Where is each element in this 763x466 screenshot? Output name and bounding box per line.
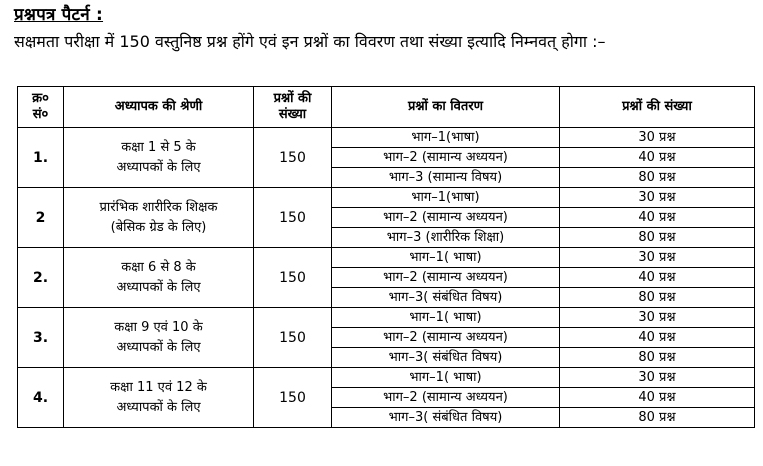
part-count: 80 प्रश्न	[560, 168, 755, 188]
serial-number: 3.	[18, 308, 64, 368]
part-count: 40 प्रश्न	[560, 148, 755, 168]
exam-pattern-table	[17, 86, 755, 428]
intro-paragraph: सक्षमता परीक्षा में 150 वस्तुनिष्ठ प्रश्न होंगे एवं इन प्रश्नों का विवरण तथा संख्या इत्यादि निम्नवत् होगा :–	[14, 32, 606, 51]
part-label: भाग–2 (सामान्य अध्ययन)	[332, 388, 560, 408]
part-count: 80 प्रश्न	[560, 408, 755, 428]
serial-number: 2.	[18, 248, 64, 308]
part-count: 40 प्रश्न	[560, 268, 755, 288]
part-label: भाग–2 (सामान्य अध्ययन)	[332, 268, 560, 288]
teacher-category: कक्षा 11 एवं 12 के अध्यापकों के लिए	[64, 368, 254, 428]
part-label: भाग–1( भाषा)	[332, 308, 560, 328]
part-count: 30 प्रश्न	[560, 308, 755, 328]
serial-number: 1.	[18, 128, 64, 188]
serial-number: 2	[18, 188, 64, 248]
table-row	[18, 308, 755, 328]
part-label: भाग–1( भाषा)	[332, 248, 560, 268]
part-label: भाग–3 (सामान्य विषय)	[332, 168, 560, 188]
part-count: 30 प्रश्न	[560, 248, 755, 268]
part-label: भाग–3 (शारीरिक शिक्षा)	[332, 228, 560, 248]
part-label: भाग–3( संबंधित विषय)	[332, 408, 560, 428]
teacher-category: कक्षा 9 एवं 10 के अध्यापकों के लिए	[64, 308, 254, 368]
table-row	[18, 128, 755, 148]
part-label: भाग–3( संबंधित विषय)	[332, 288, 560, 308]
table-row	[18, 368, 755, 388]
part-count: 80 प्रश्न	[560, 228, 755, 248]
part-count: 80 प्रश्न	[560, 288, 755, 308]
total-questions: 150	[254, 368, 332, 428]
header-number-of-questions: प्रश्नों की संख्या	[560, 87, 755, 128]
teacher-category: कक्षा 1 से 5 के अध्यापकों के लिए	[64, 128, 254, 188]
total-questions: 150	[254, 128, 332, 188]
header-serial: क्र० सं०	[18, 87, 64, 128]
part-label: भाग–2 (सामान्य अध्ययन)	[332, 208, 560, 228]
part-count: 30 प्रश्न	[560, 128, 755, 148]
total-questions: 150	[254, 248, 332, 308]
part-count: 40 प्रश्न	[560, 388, 755, 408]
total-questions: 150	[254, 308, 332, 368]
part-count: 30 प्रश्न	[560, 188, 755, 208]
total-questions: 150	[254, 188, 332, 248]
table-row	[18, 188, 755, 208]
part-count: 80 प्रश्न	[560, 348, 755, 368]
part-count: 40 प्रश्न	[560, 208, 755, 228]
table-row	[18, 248, 755, 268]
part-count: 30 प्रश्न	[560, 368, 755, 388]
header-question-distribution: प्रश्नों का वितरण	[332, 87, 560, 128]
part-label: भाग–1(भाषा)	[332, 128, 560, 148]
teacher-category: प्रारंभिक शारीरिक शिक्षक (बेसिक ग्रेड के लिए)	[64, 188, 254, 248]
header-question-count: प्रश्नों की संख्या	[254, 87, 332, 128]
part-label: भाग–2 (सामान्य अध्ययन)	[332, 148, 560, 168]
serial-number: 4.	[18, 368, 64, 428]
section-heading: प्रश्नपत्र पैटर्न :	[14, 5, 104, 25]
part-label: भाग–1( भाषा)	[332, 368, 560, 388]
teacher-category: कक्षा 6 से 8 के अध्यापकों के लिए	[64, 248, 254, 308]
part-label: भाग–3( संबंधित विषय)	[332, 348, 560, 368]
table-header-row	[18, 87, 755, 128]
header-teacher-category: अध्यापक की श्रेणी	[64, 87, 254, 128]
part-count: 40 प्रश्न	[560, 328, 755, 348]
part-label: भाग–2 (सामान्य अध्ययन)	[332, 328, 560, 348]
part-label: भाग–1(भाषा)	[332, 188, 560, 208]
